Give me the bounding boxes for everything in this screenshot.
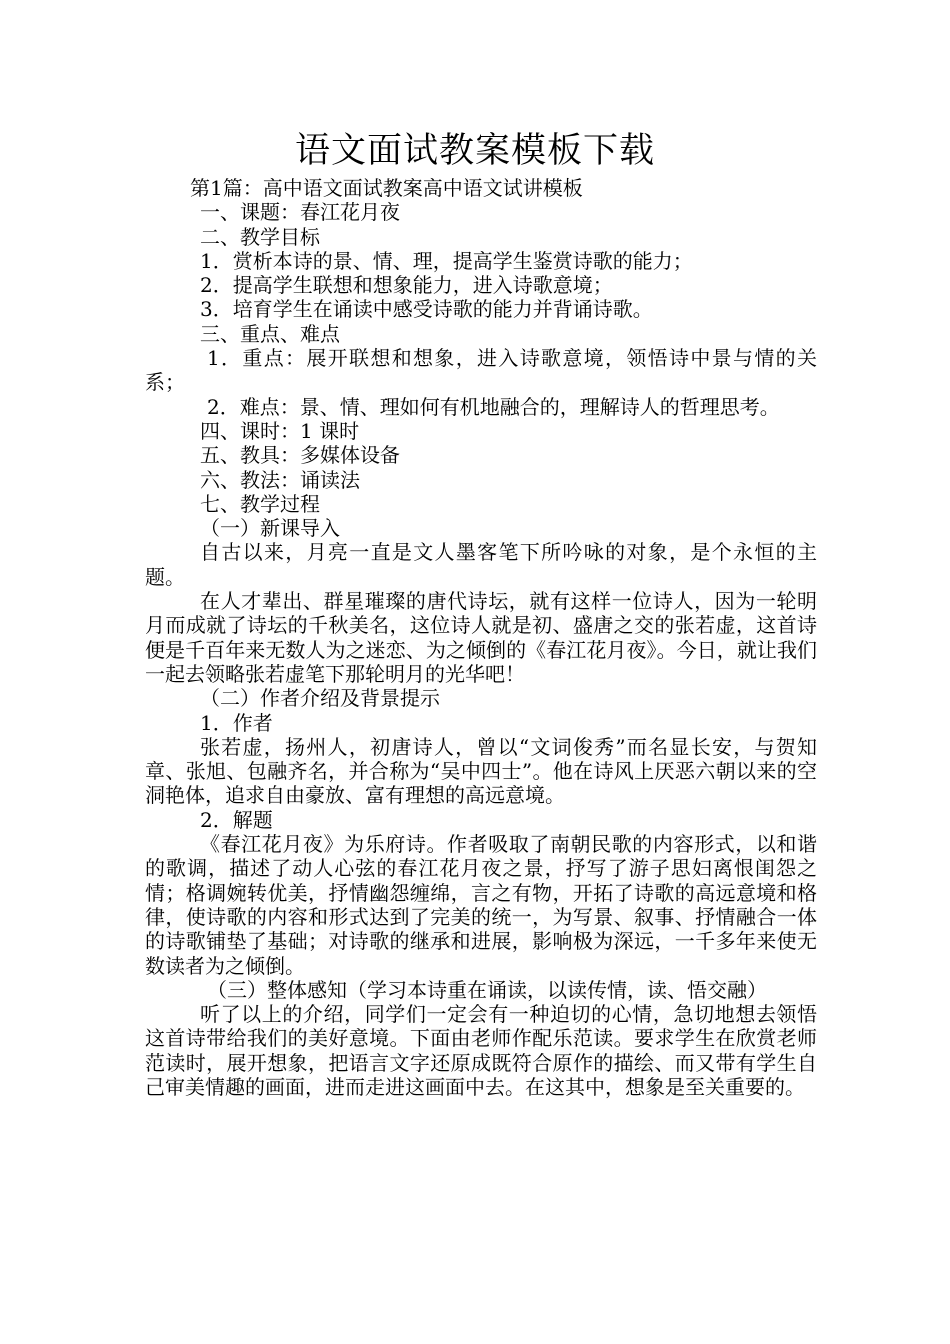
paragraph: 第1篇：高中语文面试教案高中语文试讲模板 — [190, 176, 583, 200]
paragraph: 听了以上的介绍，同学们一定会有一种迫切的心情，急切地想去领悟这首诗带给我们的美好意境。下面由老师作配乐范读。要求学生在欣赏老师范读时，展开想象，把语言文字还原成既符合原作的描绘、而又带有学生自己审美情趣的画面，进而走进这画面中去。在这其中，想象是至关重要的。 — [145, 1002, 817, 1099]
paragraph: 2．提高学生联想和想象能力，进入诗歌意境； — [200, 273, 613, 298]
paragraph: 《春江花月夜》为乐府诗。作者吸取了南朝民歌的内容形式，以和谐的歌调，描述了动人心弦的春江花月夜之景，抒写了游子思妇离恨闺怨之情；格调婉转优美，抒情幽怨缠绵，言之有物，开拓了诗歌的高远意境和格律，使诗歌的内容和形式达到了完美的统一，为写景、叙事、抒情融合一体的诗歌铺垫了基础；对诗歌的继承和进展，影响极为深远，一千多年来使无数读者为之倾倒。 — [145, 832, 817, 978]
paragraph: 1．作者 — [200, 710, 273, 735]
paragraph: 五、教具：多媒体设备 — [200, 443, 400, 468]
paragraph: 2．解题 — [200, 807, 273, 832]
paragraph: 四、课时：1 课时 — [200, 418, 360, 443]
paragraph: （三）整体感知（学习本诗重在诵读，以读传情，读、悟交融） — [207, 977, 767, 1002]
paragraph: （一）新课导入 — [200, 516, 340, 541]
paragraph: 六、教法：诵读法 — [200, 467, 360, 492]
paragraph: 二、教学目标 — [200, 224, 320, 249]
paragraph: （二）作者介绍及背景提示 — [200, 686, 440, 711]
paragraph: 七、教学过程 — [200, 491, 320, 516]
paragraph: 三、重点、难点 — [200, 321, 340, 346]
paragraph: 一、课题：春江花月夜 — [200, 200, 400, 225]
paragraph: 3．培育学生在诵读中感受诗歌的能力并背诵诗歌。 — [200, 297, 653, 322]
paragraph: 张若虚，扬州人，初唐诗人，曾以“文词俊秀”而名显长安，与贺知章、张旭、包融齐名，并合称为“吴中四士”。他在诗风上厌恶六朝以来的空洞艳体，追求自由豪放、富有理想的高远意境。 — [145, 734, 817, 808]
document-body — [145, 176, 817, 1099]
paragraph: 1．赏析本诗的景、情、理，提高学生鉴赏诗歌的能力； — [200, 248, 693, 273]
paragraph: 2．难点：景、情、理如何有机地融合的，理解诗人的哲理思考。 — [207, 394, 780, 419]
paragraph: 1．重点：展开联想和想象，进入诗歌意境，领悟诗中景与情的关系； — [145, 346, 817, 395]
paragraph: 在人才辈出、群星璀璨的唐代诗坛，就有这样一位诗人，因为一轮明月而成就了诗坛的千秋美名，这位诗人就是初、盛唐之交的张若虚，这首诗便是千百年来无数人为之迷恋、为之倾倒的《春江花月夜》。今日，就让我们一起去领略张若虚笔下那轮明月的光华吧！ — [145, 589, 817, 686]
document-title: 语文面试教案模板下载 — [294, 131, 655, 171]
paragraph: 自古以来，月亮一直是文人墨客笔下所吟咏的对象，是个永恒的主题。 — [145, 540, 817, 589]
